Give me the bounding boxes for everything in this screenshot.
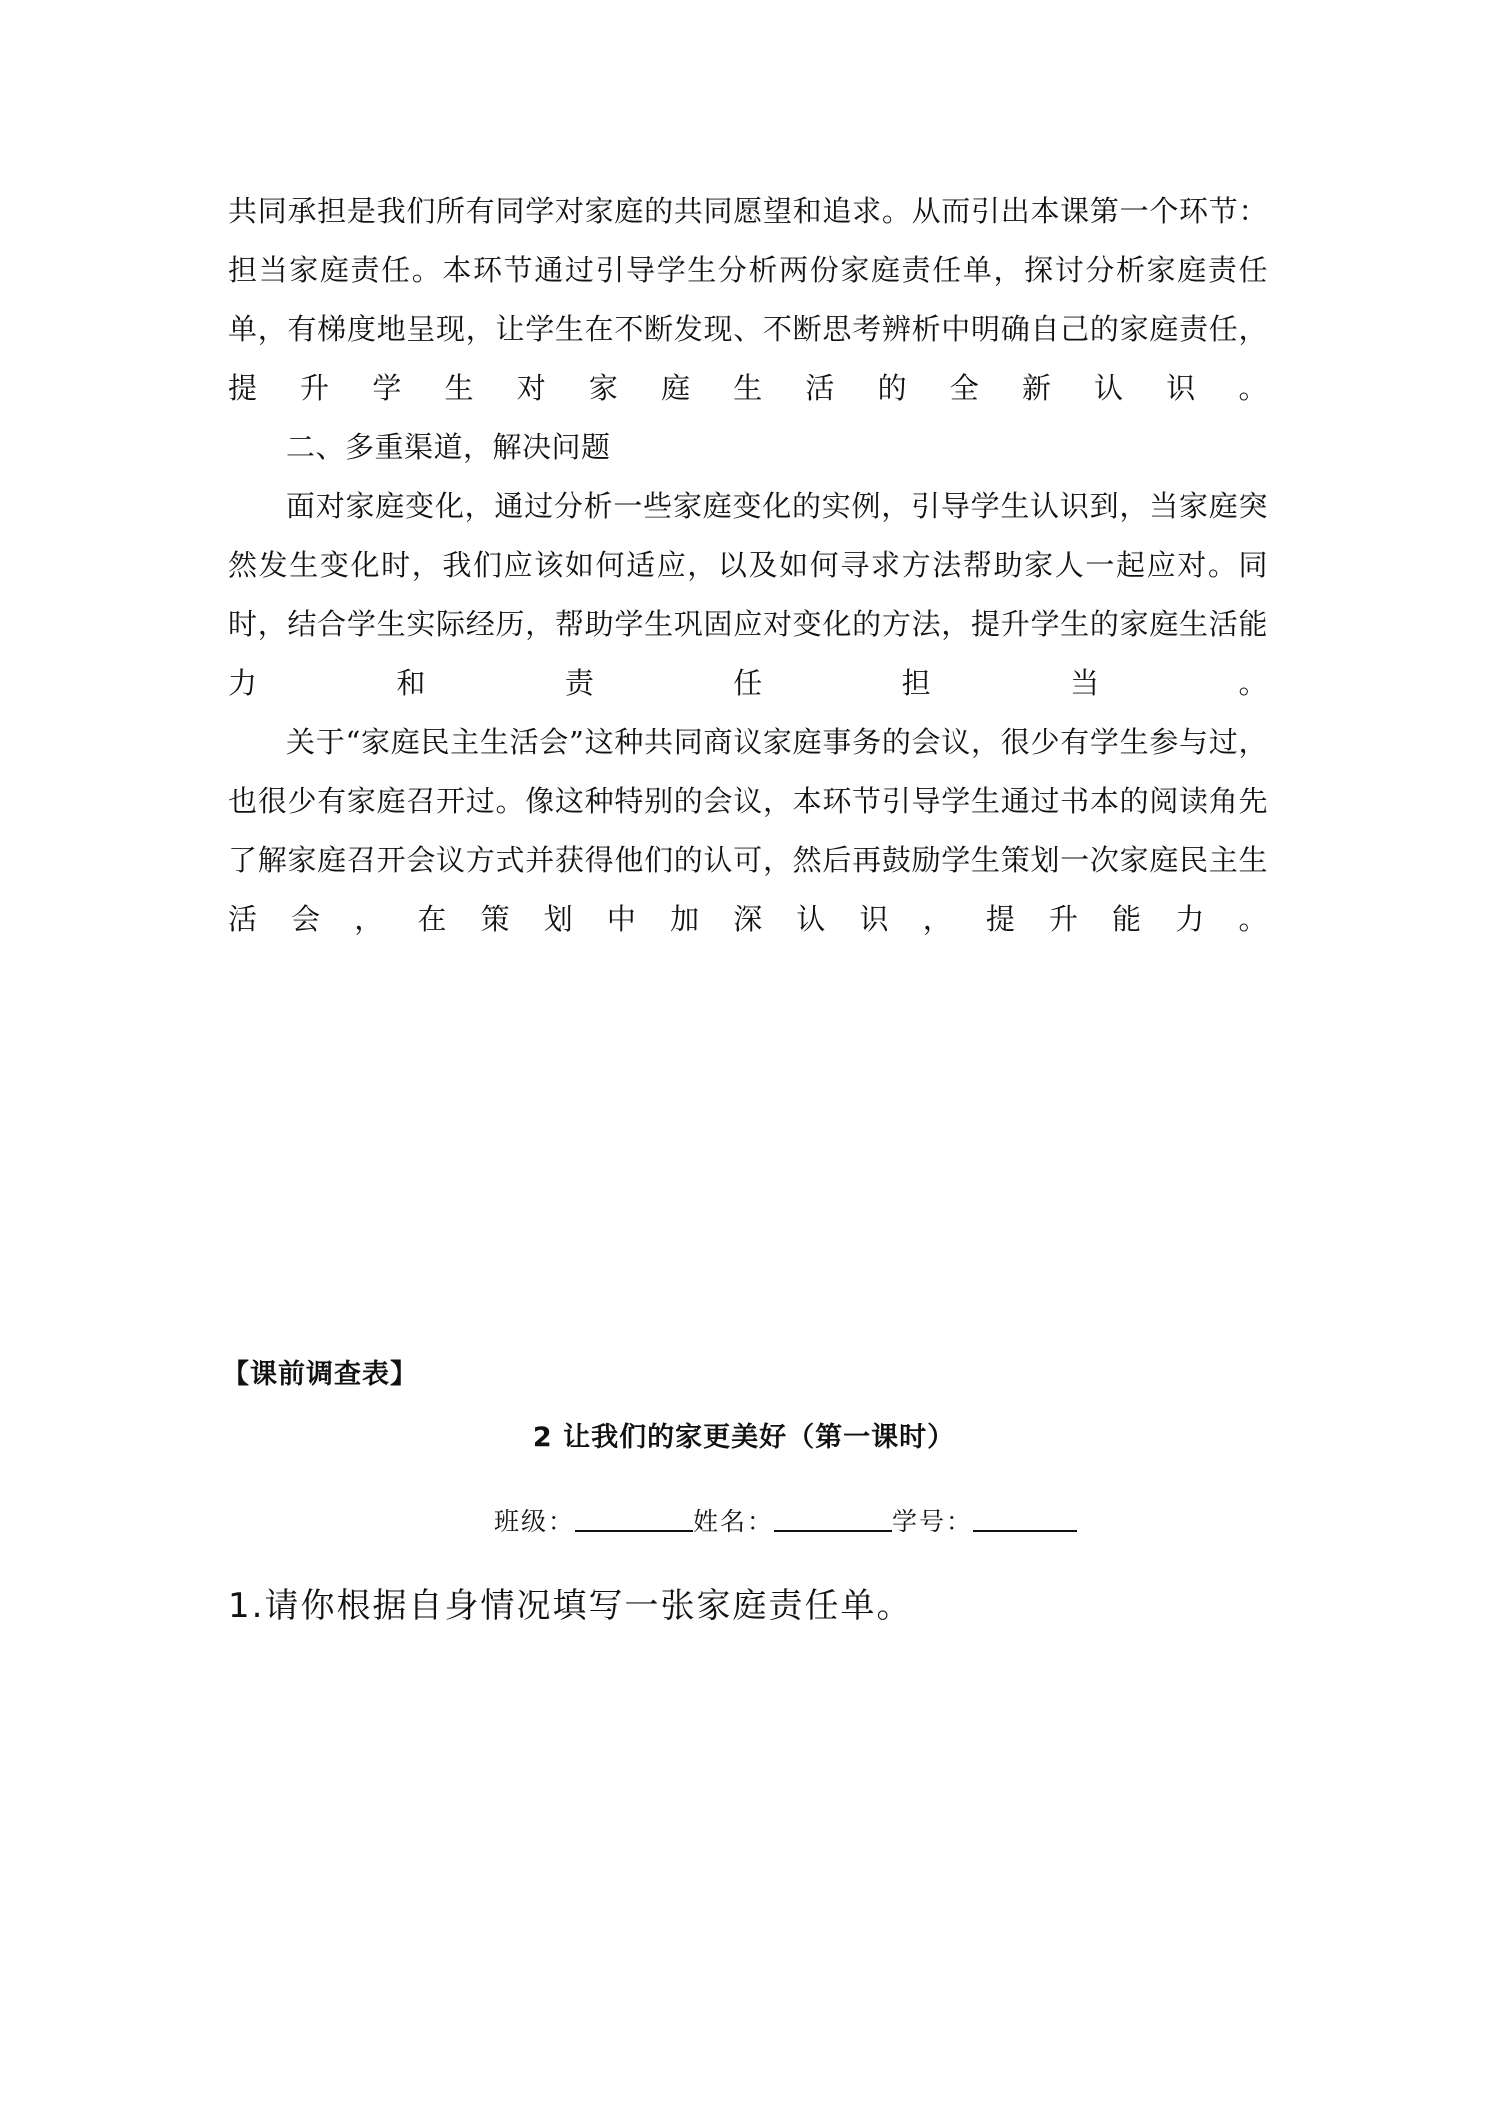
name-label: 姓名： xyxy=(693,1507,775,1536)
section-heading-2: 二、多重渠道，解决问题 xyxy=(286,430,611,464)
paragraph-3: 关于“家庭民主生活会”这种共同商议家庭事务的会议，很少有学生参与过，也很少有家庭召开过。像这种特别的会议，本环节引导学生通过书本的阅读角先了解家庭召开会议方式并获得他们的认可，然后再鼓励学生策划一次家庭民主生活会，在策划中加深认识，提升能力。 xyxy=(228,725,1268,936)
paragraph-1: 共同承担是我们所有同学对家庭的共同愿望和追求。从而引出本课第一个环节：担当家庭责任。本环节通过引导学生分析两份家庭责任单，探讨分析家庭责任单，有梯度地呈现，让学生在不断发现、不断思考辨析中明确自己的家庭责任，提升学生对家庭生活的全新认识。 xyxy=(228,194,1268,405)
student-id-blank[interactable] xyxy=(973,1500,1077,1532)
name-blank[interactable] xyxy=(774,1500,892,1532)
student-info-row xyxy=(494,1500,1077,1542)
student-id-label: 学号： xyxy=(892,1507,974,1536)
class-blank[interactable] xyxy=(575,1500,693,1532)
question-1: 1.请你根据自身情况填写一张家庭责任单。 xyxy=(228,1586,913,1626)
paragraph-2: 面对家庭变化，通过分析一些家庭变化的实例，引导学生认识到，当家庭突然发生变化时，我们应该如何适应，以及如何寻求方法帮助家人一起应对。同时，结合学生实际经历，帮助学生巩固应对变化的方法，提升学生的家庭生活能力和责任担当。 xyxy=(228,489,1268,700)
survey-section-tag: 【课前调查表】 xyxy=(222,1359,418,1390)
class-label: 班级： xyxy=(494,1507,576,1536)
survey-title: 2 让我们的家更美好（第一课时） xyxy=(532,1422,956,1453)
